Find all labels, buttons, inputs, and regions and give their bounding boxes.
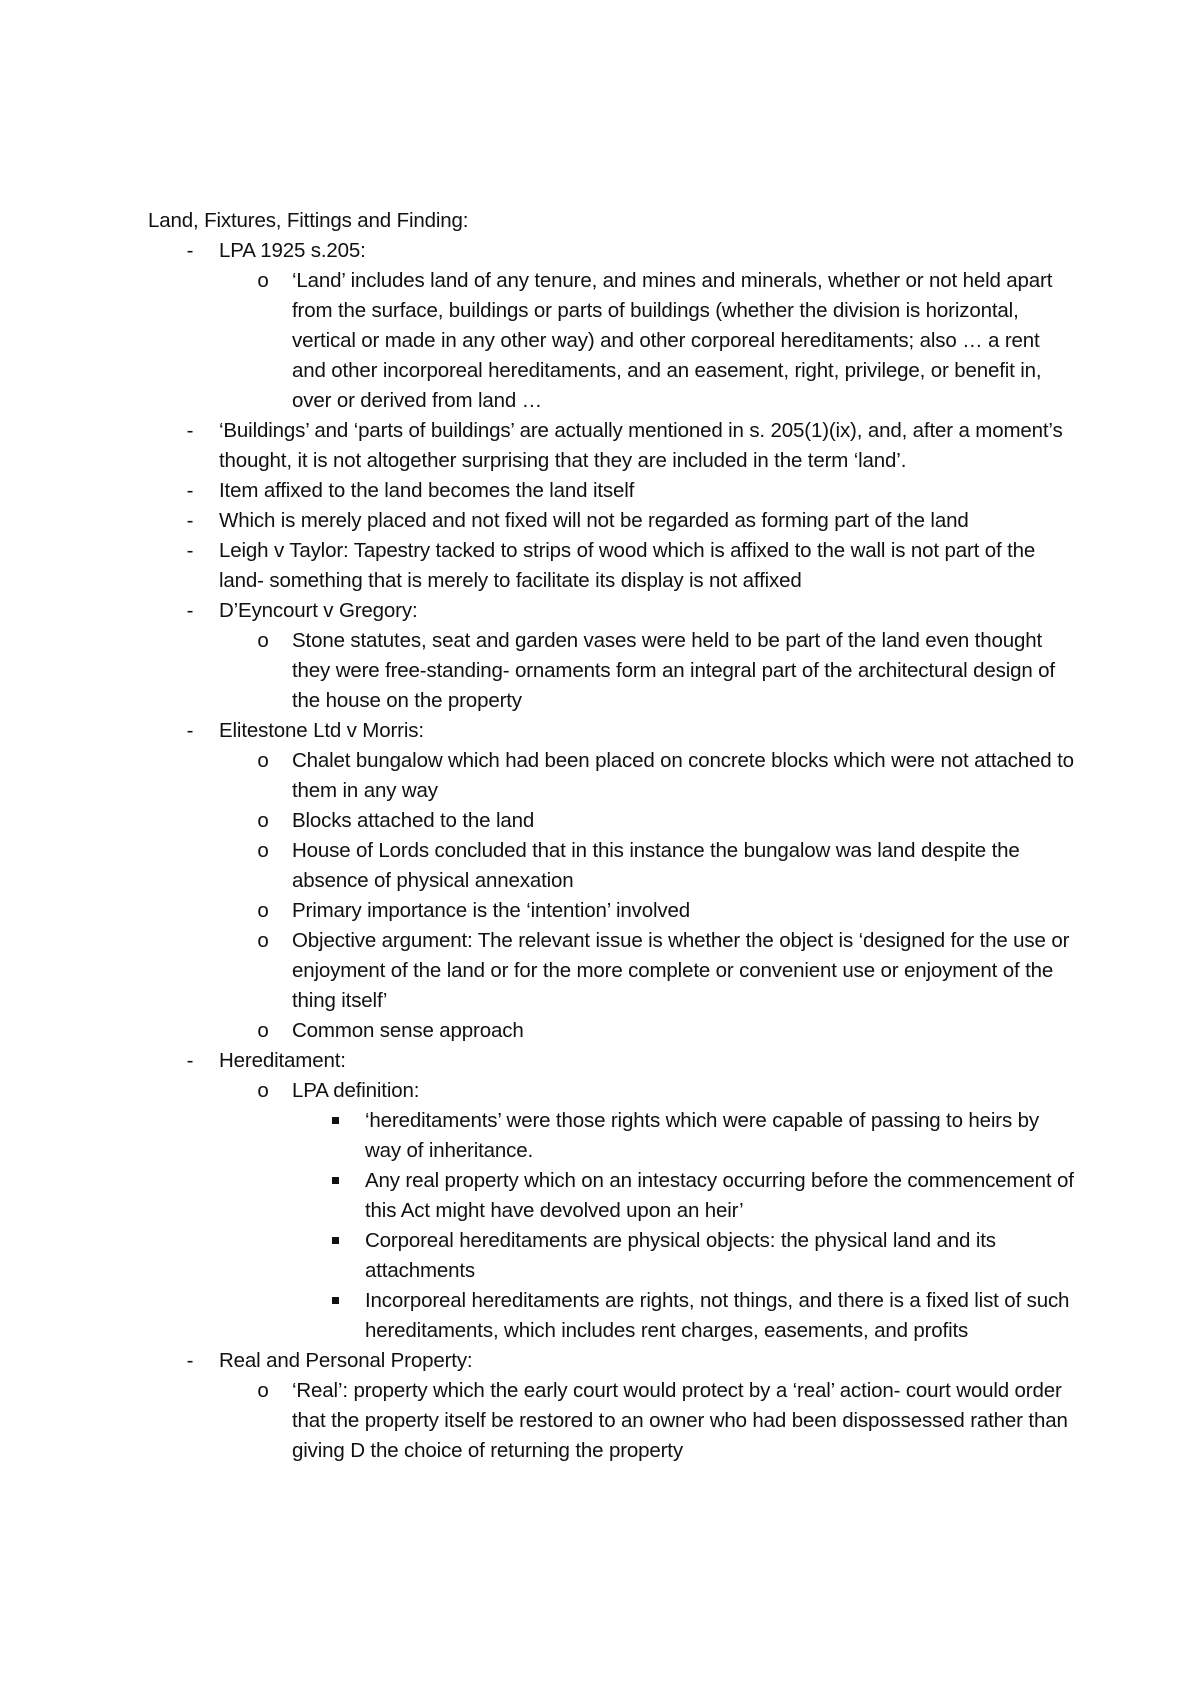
- sub-list-item-text: Objective argument: The relevant issue is whether the object is ‘designed for the use or enjoyment of the land or for the more complete or convenient use or enjoyment of the thing itself’: [292, 929, 1070, 1012]
- circle-bullet: o: [257, 1379, 269, 1402]
- dash-bullet: -: [186, 479, 194, 502]
- document-body: [148, 206, 1078, 1466]
- list-item-item-affixed: [148, 476, 1078, 506]
- list-item-deyncourt-v-gregory: [148, 596, 1078, 716]
- square-bullet-icon: [332, 1177, 339, 1184]
- dash-bullet: -: [186, 239, 194, 262]
- sub-list-item-text: LPA definition:: [292, 1079, 420, 1102]
- dash-bullet: -: [186, 419, 194, 442]
- sub-bullet-list: [219, 746, 1078, 1046]
- dash-bullet: -: [186, 509, 194, 532]
- list-item-text: ‘Buildings’ and ‘parts of buildings’ are actually mentioned in s. 205(1)(ix), and, after a moment’s thought, it is not altogether surprising that they are included in the term ‘land’.: [219, 419, 1063, 472]
- circle-bullet: o: [257, 929, 269, 952]
- sub-bullet-list: [219, 266, 1078, 416]
- sub-list-item-text: ‘Real’: property which the early court would protect by a ‘real’ action- court would order that the property itself be restored to an owner who had been dispossessed rather than giving D the choice of returning the property: [292, 1379, 1068, 1462]
- circle-bullet: o: [257, 749, 269, 772]
- sub-list-item: [219, 1076, 1078, 1346]
- sub-list-item: [219, 266, 1078, 416]
- sub-list-item: [219, 896, 1078, 926]
- list-item-lpa-1925: [148, 236, 1078, 416]
- circle-bullet: o: [257, 269, 269, 292]
- circle-bullet: o: [257, 629, 269, 652]
- circle-bullet: o: [257, 839, 269, 862]
- document-title: Land, Fixtures, Fittings and Finding:: [148, 209, 469, 232]
- sub-list-item: [219, 1376, 1078, 1466]
- sub-sub-list-item-text: Corporeal hereditaments are physical objects: the physical land and its attachments: [365, 1229, 996, 1282]
- dash-bullet: -: [186, 599, 194, 622]
- list-item-text: Elitestone Ltd v Morris:: [219, 719, 424, 742]
- sub-list-item-text: Stone statutes, seat and garden vases were held to be part of the land even thought they were free-standing- ornaments form an integral part of the architectural design of the house on the property: [292, 629, 1055, 712]
- circle-bullet: o: [257, 1079, 269, 1102]
- list-item-text: Which is merely placed and not fixed will not be regarded as forming part of the land: [219, 509, 969, 532]
- sub-list-item-text: Primary importance is the ‘intention’ involved: [292, 899, 690, 922]
- circle-bullet: o: [257, 899, 269, 922]
- list-item-text: Real and Personal Property:: [219, 1349, 473, 1372]
- dash-bullet: -: [186, 539, 194, 562]
- sub-list-item-text: Blocks attached to the land: [292, 809, 535, 832]
- sub-list-item: [219, 836, 1078, 896]
- list-item-leigh-v-taylor: [148, 536, 1078, 596]
- square-bullet-icon: [332, 1117, 339, 1124]
- list-item-text: Item affixed to the land becomes the land itself: [219, 479, 635, 502]
- sub-list-item-text: House of Lords concluded that in this instance the bungalow was land despite the absence of physical annexation: [292, 839, 1020, 892]
- circle-bullet: o: [257, 809, 269, 832]
- sub-sub-list-item: [292, 1286, 1078, 1346]
- sub-sub-list-item-text: Incorporeal hereditaments are rights, not things, and there is a fixed list of such hereditaments, which includes rent charges, easements, and profits: [365, 1289, 1070, 1342]
- sub-sub-list-item: [292, 1106, 1078, 1166]
- sub-sub-bullet-list: [292, 1106, 1078, 1346]
- list-item-elitestone-v-morris: [148, 716, 1078, 1046]
- sub-sub-list-item: [292, 1226, 1078, 1286]
- sub-bullet-list: [219, 1076, 1078, 1346]
- sub-list-item-text: Common sense approach: [292, 1019, 524, 1042]
- sub-list-item-text: ‘Land’ includes land of any tenure, and mines and minerals, whether or not held apart from the surface, buildings or parts of buildings (whether the division is horizontal, vertical or made in any other way) and other corporeal hereditaments; also … a rent and other incorporeal hereditaments, and an easement, right, privilege, or benefit in, over or derived from land …: [292, 269, 1053, 412]
- sub-list-item: [219, 626, 1078, 716]
- list-item-text: Leigh v Taylor: Tapestry tacked to strips of wood which is affixed to the wall is not part of the land- something that is merely to facilitate its display is not affixed: [219, 539, 1036, 592]
- circle-bullet: o: [257, 1019, 269, 1042]
- sub-sub-list-item-text: ‘hereditaments’ were those rights which were capable of passing to heirs by way of inheritance.: [365, 1109, 1039, 1162]
- list-item-text: Hereditament:: [219, 1049, 346, 1072]
- dash-bullet: -: [186, 1349, 194, 1372]
- list-item-hereditament: [148, 1046, 1078, 1346]
- list-item-text: D’Eyncourt v Gregory:: [219, 599, 418, 622]
- sub-bullet-list: [219, 1376, 1078, 1466]
- sub-list-item-text: Chalet bungalow which had been placed on concrete blocks which were not attached to them in any way: [292, 749, 1074, 802]
- sub-list-item: [219, 926, 1078, 1016]
- square-bullet-icon: [332, 1297, 339, 1304]
- sub-bullet-list: [219, 626, 1078, 716]
- list-item-real-and-personal-property: [148, 1346, 1078, 1466]
- sub-sub-list-item: [292, 1166, 1078, 1226]
- list-item-text: LPA 1925 s.205:: [219, 239, 366, 262]
- dash-bullet: -: [186, 719, 194, 742]
- sub-list-item: [219, 746, 1078, 806]
- dash-bullet: -: [186, 1049, 194, 1072]
- main-bullet-list: [148, 236, 1078, 1466]
- sub-sub-list-item-text: Any real property which on an intestacy occurring before the commencement of this Act might have devolved upon an heir’: [365, 1169, 1074, 1222]
- square-bullet-icon: [332, 1237, 339, 1244]
- list-item-buildings: [148, 416, 1078, 476]
- list-item-merely-placed: [148, 506, 1078, 536]
- sub-list-item: [219, 1016, 1078, 1046]
- sub-list-item: [219, 806, 1078, 836]
